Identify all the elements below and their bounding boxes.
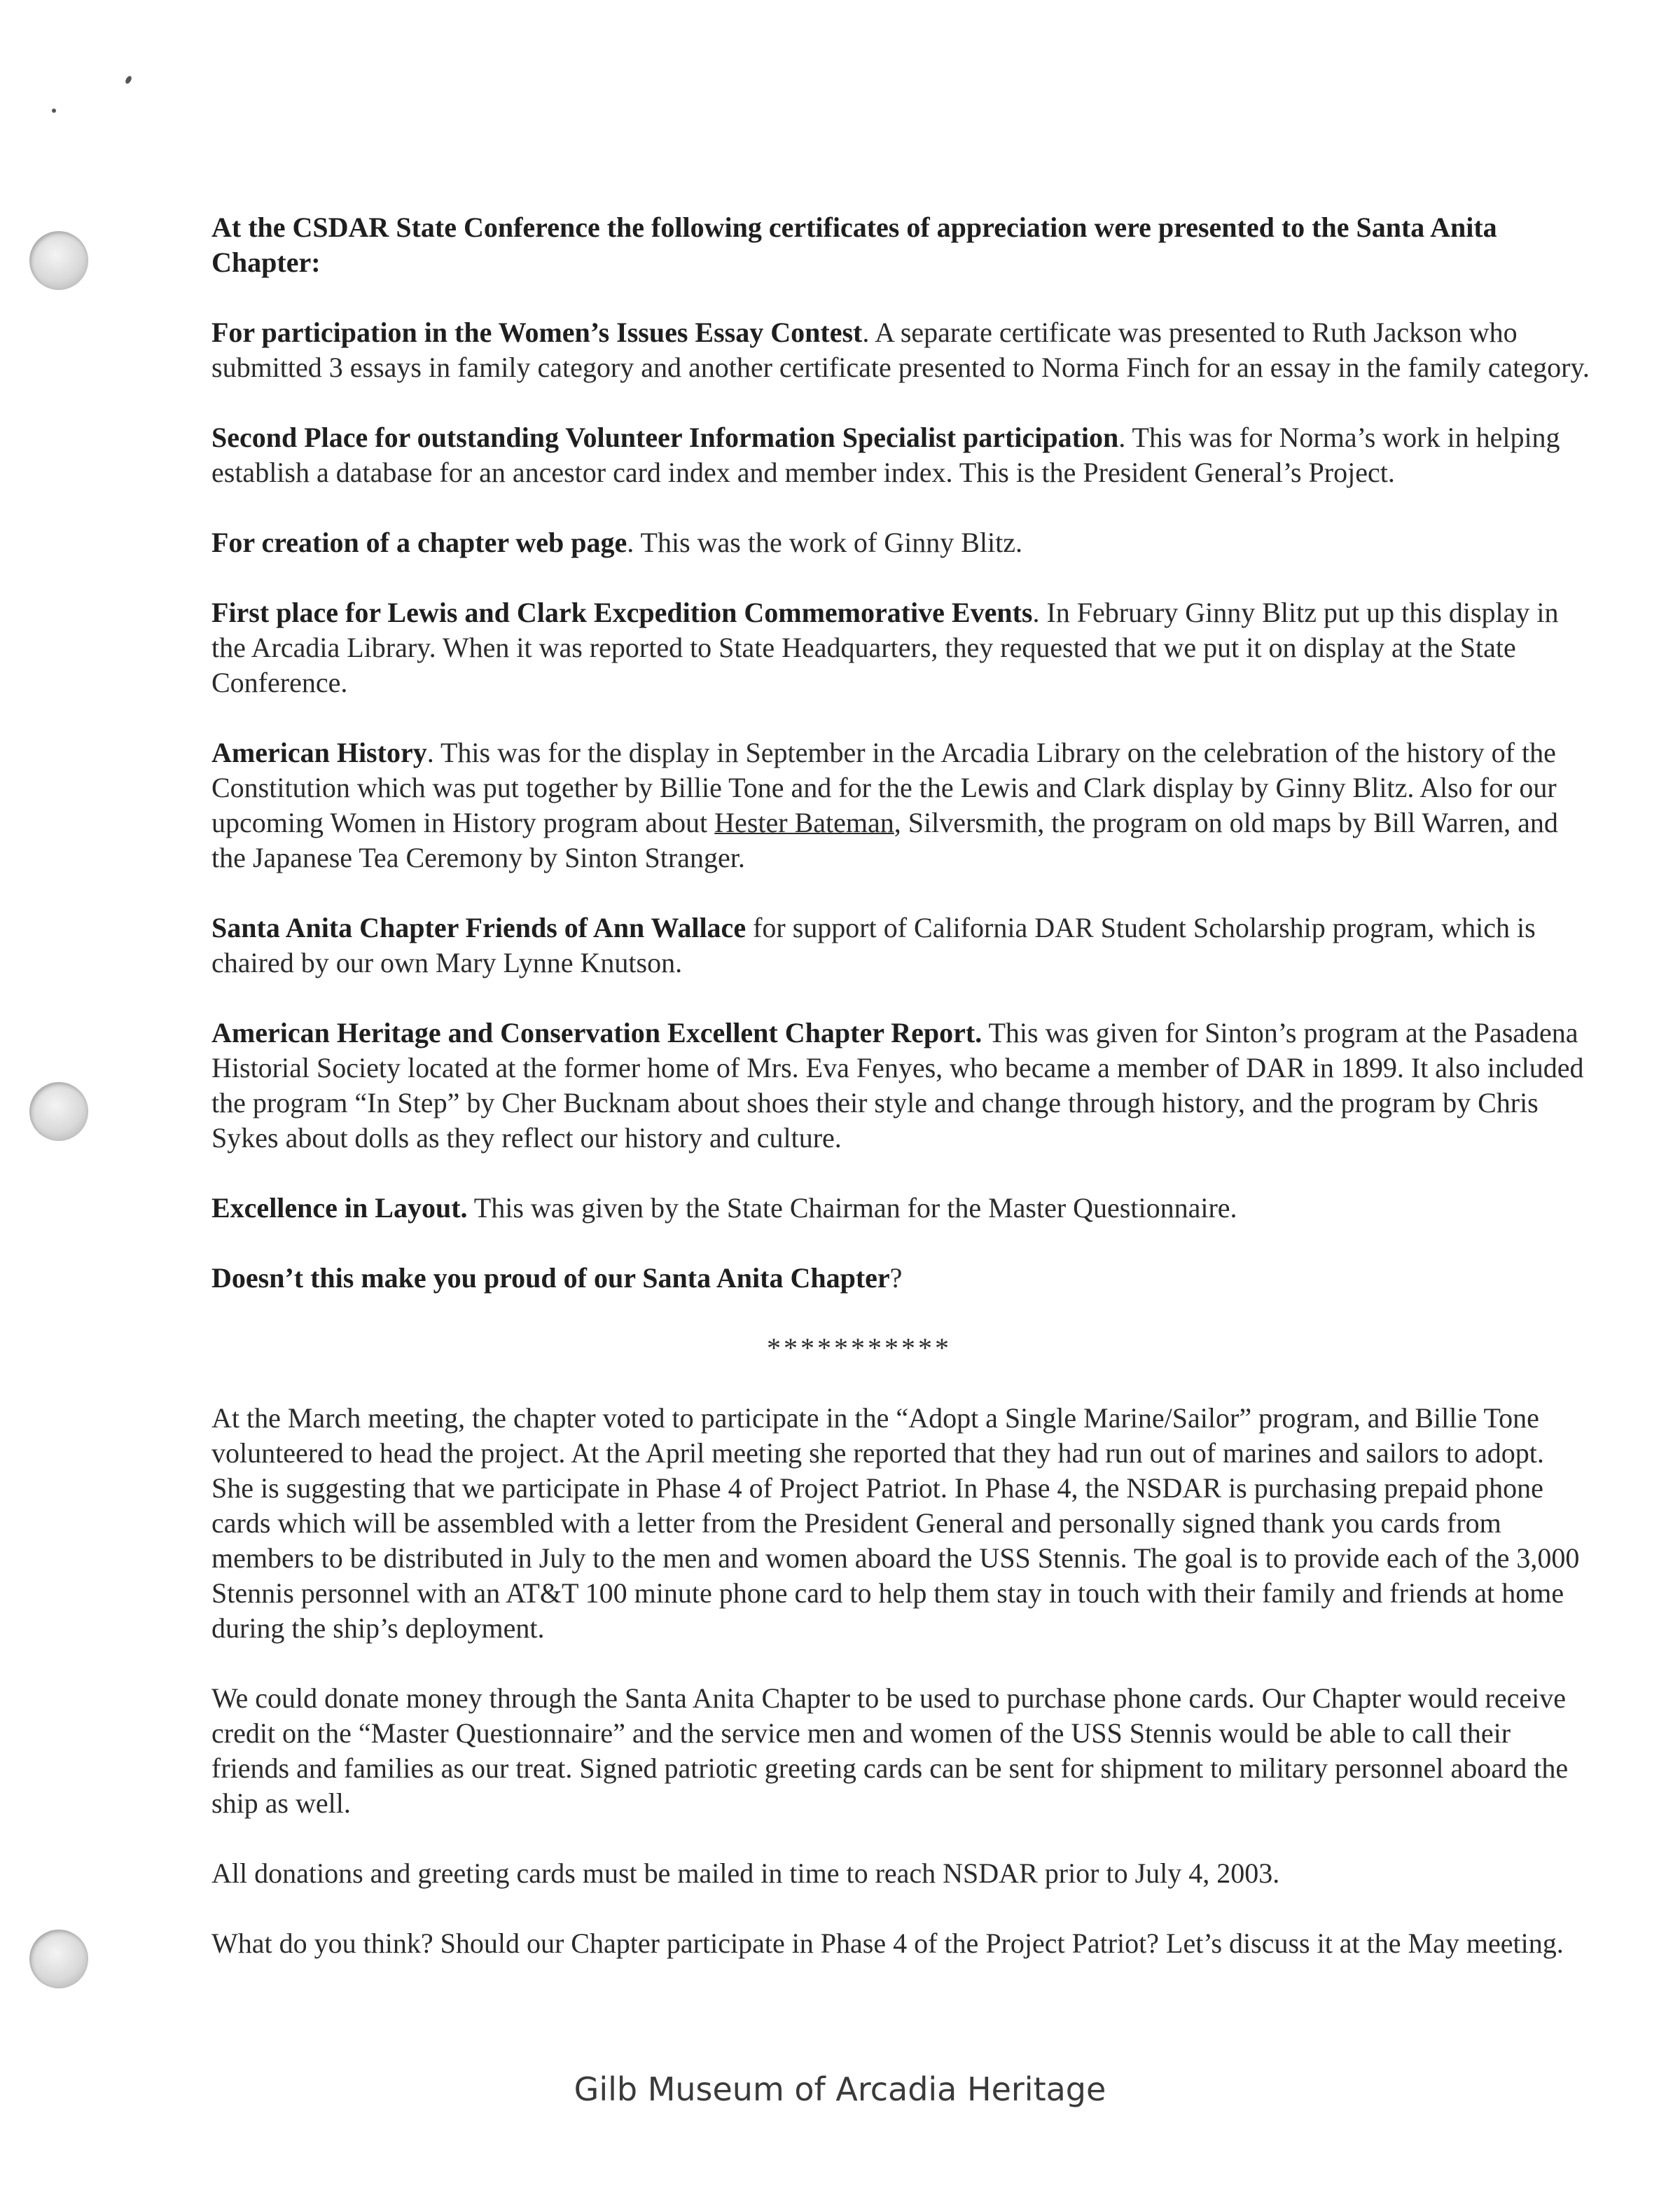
document-body <box>211 210 1591 1996</box>
award-text: , Silversmith, the program on old maps by Bill Warren, and the Japanese Tea Ceremony by Sinton Stranger. <box>211 807 1558 873</box>
award-title: Doesn’t this make you proud of our Santa Anita Chapter <box>211 1262 890 1294</box>
award-text: . This was the work of Ginny Blitz. <box>627 527 1023 558</box>
award-title: First place for Lewis and Clark Excpedition Commemorative Events <box>211 597 1033 628</box>
project-paragraph: What do you think? Should our Chapter participate in Phase 4 of the Project Patriot? Let’s discuss it at the May meeting. <box>211 1927 1564 1959</box>
award-title: American History <box>211 737 427 768</box>
award-paragraph <box>211 595 1591 700</box>
project-paragraph: We could donate money through the Santa Anita Chapter to be used to purchase phone cards. Our Chapter would receive credit on the “Master Questionnaire” and the service men and women of the USS Stennis would be able to call their friends and families as our treat. Signed patriotic greeting cards can be sent for shipment to military personnel aboard the ship as well. <box>211 1682 1569 1819</box>
award-text: . In February Ginny Blitz put up this display in the Arcadia Library. When it was reported to State Headquarters, they requested that we put it on display at the State Conference. <box>211 597 1559 698</box>
handwritten-underline-name: Hester Bateman <box>714 807 894 838</box>
award-text: . A separate certificate was presented to Ruth Jackson who submitted 3 essays in family category and another certificate presented to Norma Finch for an essay in the family category. <box>211 317 1590 383</box>
award-paragraph <box>211 1016 1591 1156</box>
separator-stars: *********** <box>767 1332 952 1364</box>
award-paragraph <box>211 910 1591 981</box>
award-text: . This was for Norma’s work in helping establish a database for an ancestor card index and member index. This is the President General’s Project. <box>211 422 1560 488</box>
punch-hole-bottom <box>29 1930 88 1988</box>
award-title: For participation in the Women’s Issues Essay Contest <box>211 317 863 348</box>
award-paragraph <box>211 420 1591 490</box>
award-text: ? <box>889 1262 903 1294</box>
project-paragraph: At the March meeting, the chapter voted to participate in the “Adopt a Single Marine/Sailor” program, and Billie Tone volunteered to head the project. At the April meeting she reported that they had run out of marines and sailors to adopt. She is suggesting that we participate in Phase 4 of Project Patriot. In Phase 4, the NSDAR is purchasing prepaid phone cards which will be assembled with a letter from the President General and personally signed thank you cards from members to be distributed in July to the men and women aboard the USS Stennis. The goal is to provide each of the 3,000 Stennis personnel with an AT&T 100 minute phone card to help them stay in touch with their family and friends at home during the ship’s deployment. <box>211 1402 1580 1644</box>
award-paragraph <box>211 735 1591 875</box>
award-text: . This was for the display in September in the Arcadia Library on the celebration of the history of the Constitution which was put together by Billie Tone and for the the Lewis and Clark display by Ginny Blitz. Also for our upcoming Women in History program about <box>211 737 1557 838</box>
award-paragraph <box>211 1191 1591 1226</box>
award-title: Excellence in Layout. <box>211 1192 468 1224</box>
museum-watermark: Gilb Museum of Arcadia Heritage <box>574 2070 1106 2108</box>
award-paragraph <box>211 315 1591 385</box>
award-paragraph <box>211 525 1591 560</box>
closing-question <box>211 1261 1591 1296</box>
project-paragraph: All donations and greeting cards must be mailed in time to reach NSDAR prior to July 4, 2003. <box>211 1857 1280 1889</box>
award-title: American Heritage and Conservation Excellent Chapter Report. <box>211 1017 983 1048</box>
award-title: Santa Anita Chapter Friends of Ann Wallace <box>211 912 747 943</box>
scan-speck <box>52 109 56 113</box>
intro-heading: At the CSDAR State Conference the following certificates of appreciation were presented to the Santa Anita Chapter: <box>211 212 1497 278</box>
punch-hole-middle <box>29 1082 88 1141</box>
scan-speck <box>124 75 132 85</box>
award-text: for support of California DAR Student Scholarship program, which is chaired by our own Mary Lynne Knutson. <box>211 912 1536 978</box>
award-text: This was given for Sinton’s program at the Pasadena Historial Society located at the former home of Mrs. Eva Fenyes, who became a member of DAR in 1899. It also included the program “In Step” by Cher Bucknam about shoes their style and change through history, and the program by Chris Sykes about dolls as they reflect our history and culture. <box>211 1017 1584 1154</box>
award-text: This was given by the State Chairman for the Master Questionnaire. <box>467 1192 1237 1224</box>
award-title: For creation of a chapter web page <box>211 527 627 558</box>
award-title: Second Place for outstanding Volunteer Information Specialist participation <box>211 422 1119 453</box>
punch-hole-top <box>29 231 88 290</box>
section-separator <box>211 1331 1591 1366</box>
